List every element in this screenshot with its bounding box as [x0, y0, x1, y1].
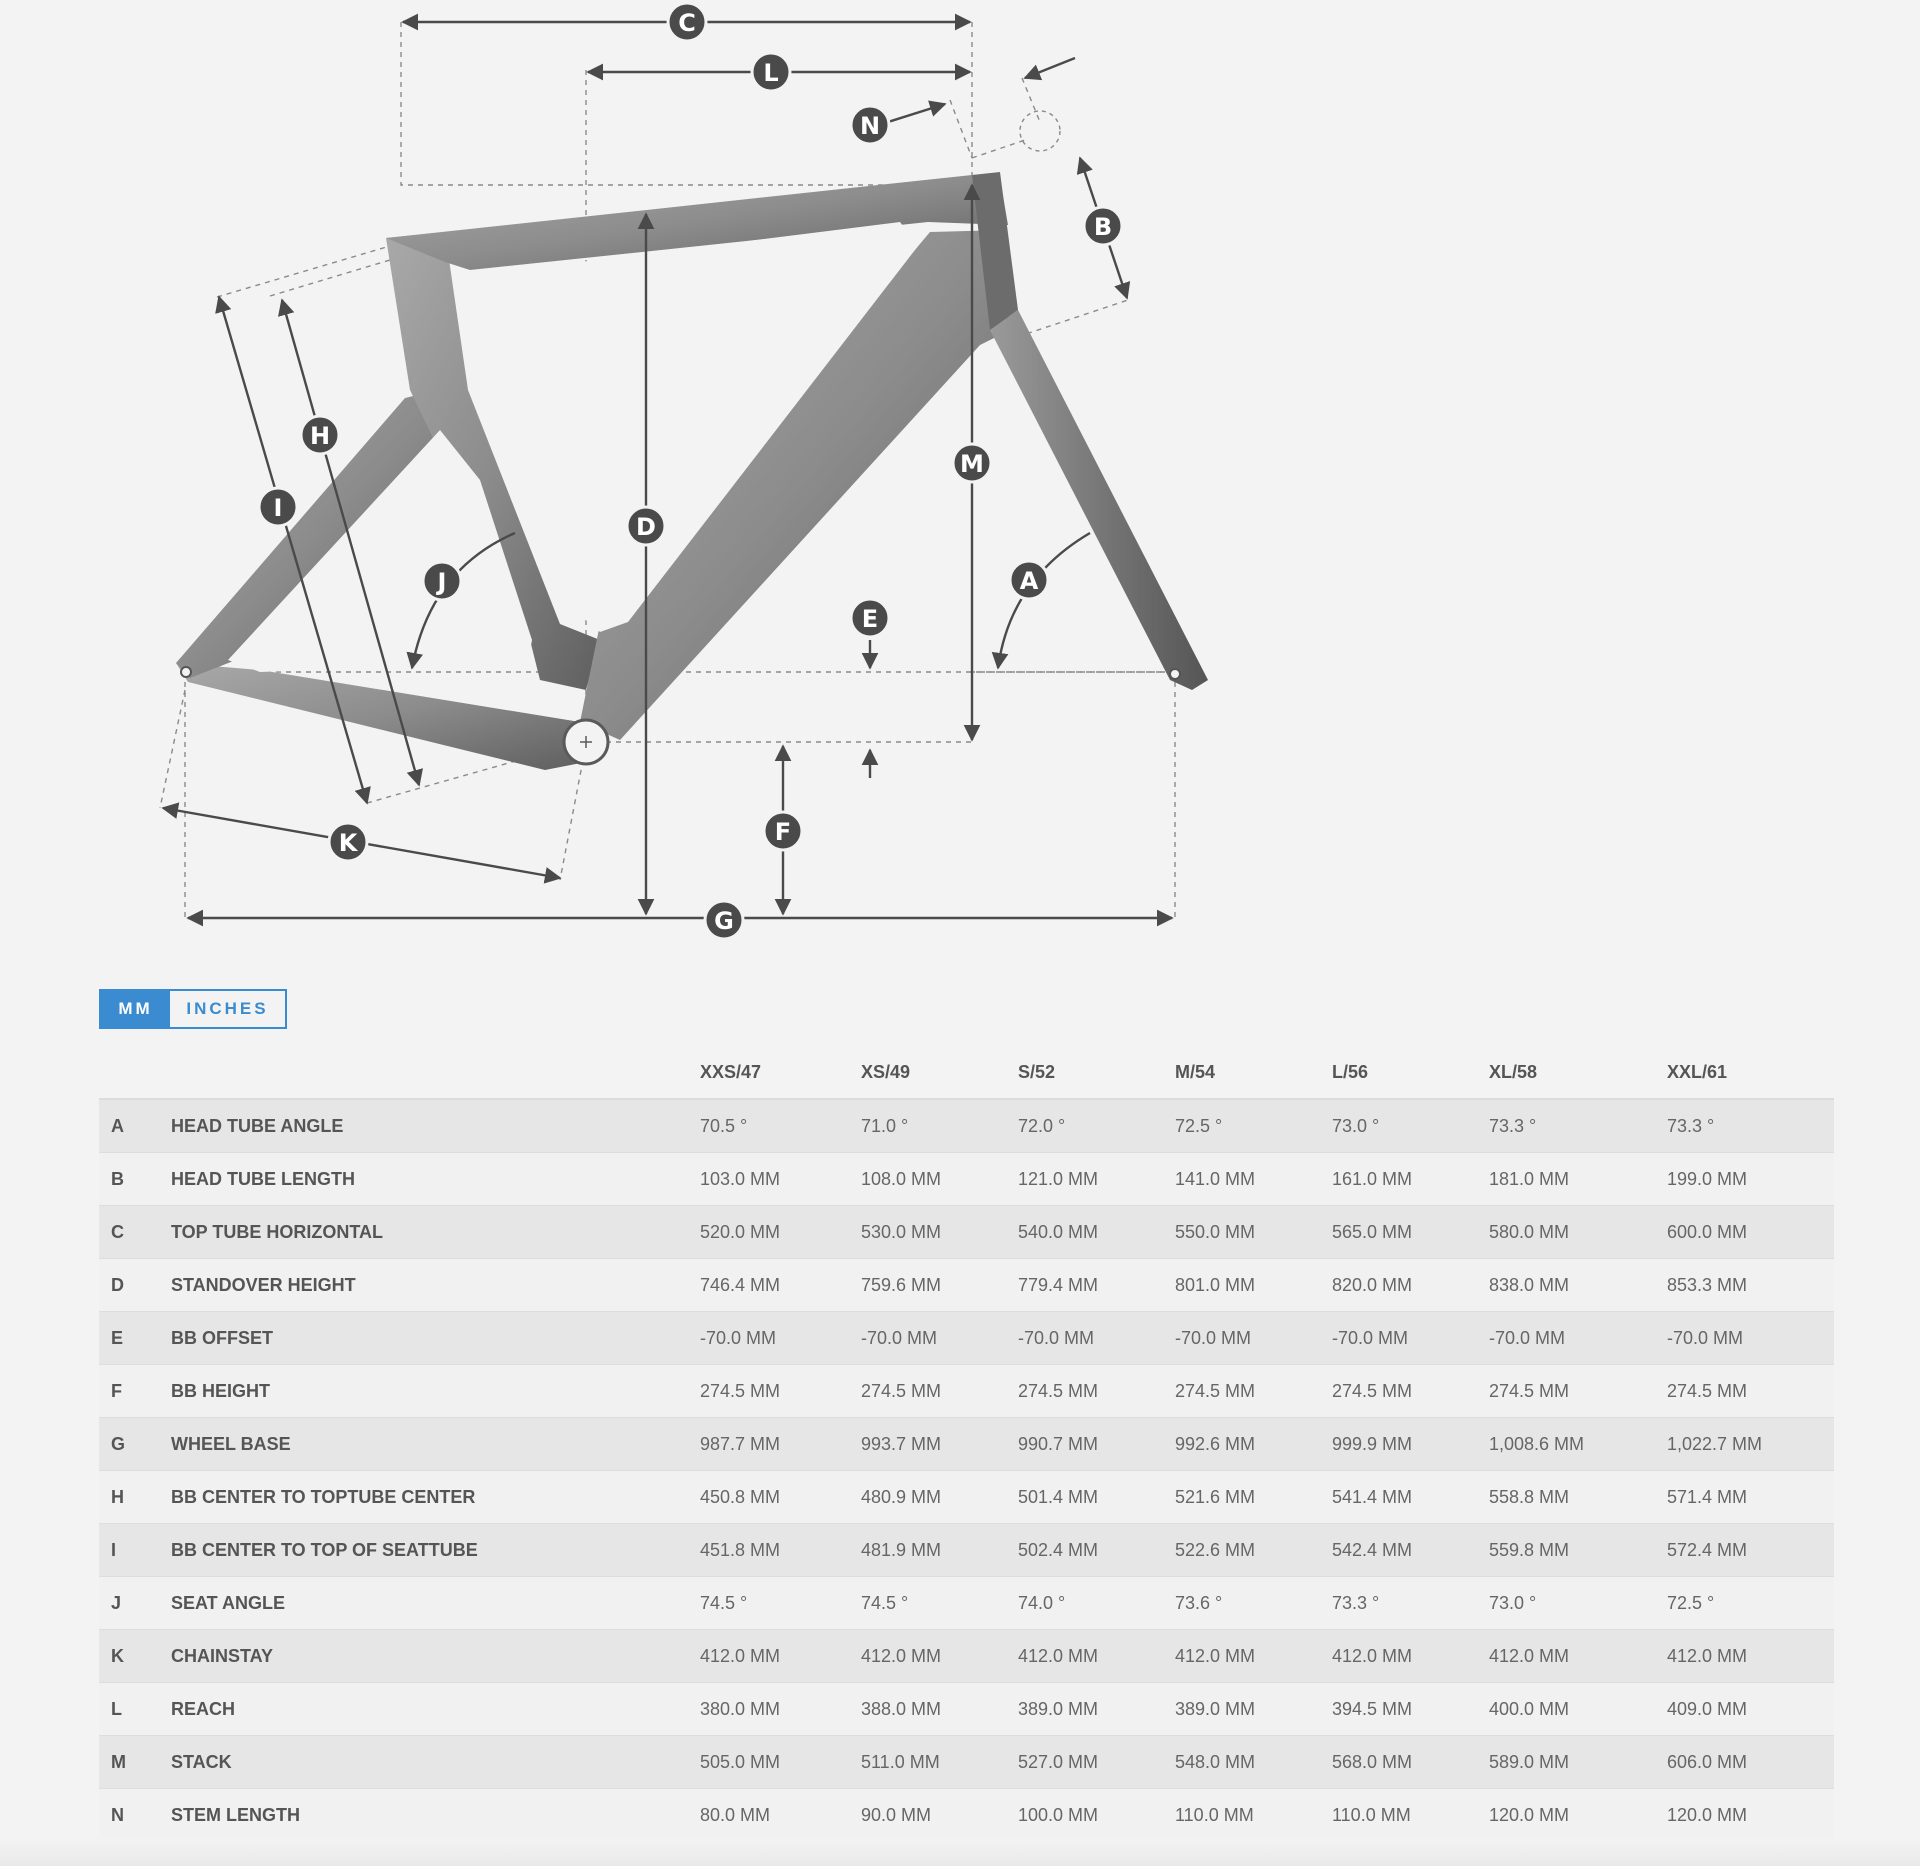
- size-header: XS/49: [861, 1046, 1018, 1099]
- row-value: 274.5 MM: [700, 1365, 861, 1418]
- row-value: 108.0 MM: [861, 1153, 1018, 1206]
- row-value: 558.8 MM: [1489, 1471, 1667, 1524]
- table-header-row: [99, 1046, 1834, 1099]
- table-row: [99, 1524, 1834, 1577]
- row-measurement-name: CHAINSTAY: [171, 1630, 700, 1683]
- row-value: 412.0 MM: [700, 1630, 861, 1683]
- badge-i: [259, 488, 297, 526]
- row-value: 1,022.7 MM: [1667, 1418, 1834, 1471]
- row-value: 541.4 MM: [1332, 1471, 1489, 1524]
- size-header: XL/58: [1489, 1046, 1667, 1099]
- row-value: -70.0 MM: [1489, 1312, 1667, 1365]
- row-value: 74.0 °: [1018, 1577, 1175, 1630]
- row-value: 71.0 °: [861, 1099, 1018, 1153]
- header-letter: [99, 1046, 171, 1099]
- row-measurement-name: BB CENTER TO TOP OF SEATTUBE: [171, 1524, 700, 1577]
- table-row: [99, 1630, 1834, 1683]
- badge-k: [329, 823, 367, 861]
- badge-g-label: G: [714, 907, 734, 935]
- geometry-table-body: [99, 1099, 1834, 1842]
- row-value: 72.0 °: [1018, 1099, 1175, 1153]
- row-value: 412.0 MM: [1667, 1630, 1834, 1683]
- row-value: 548.0 MM: [1175, 1736, 1332, 1789]
- row-measurement-name: BB HEIGHT: [171, 1365, 700, 1418]
- row-value: 480.9 MM: [861, 1471, 1018, 1524]
- row-value: 600.0 MM: [1667, 1206, 1834, 1259]
- row-value: 451.8 MM: [700, 1524, 861, 1577]
- row-value: 90.0 MM: [861, 1789, 1018, 1842]
- row-letter: M: [99, 1736, 171, 1789]
- row-value: -70.0 MM: [1332, 1312, 1489, 1365]
- row-value: 73.6 °: [1175, 1577, 1332, 1630]
- badge-m-label: M: [960, 450, 984, 478]
- row-measurement-name: WHEEL BASE: [171, 1418, 700, 1471]
- row-value: 580.0 MM: [1489, 1206, 1667, 1259]
- row-value: 274.5 MM: [1018, 1365, 1175, 1418]
- row-measurement-name: STANDOVER HEIGHT: [171, 1259, 700, 1312]
- badge-h-label: H: [309, 422, 331, 450]
- row-value: 80.0 MM: [700, 1789, 861, 1842]
- row-letter: C: [99, 1206, 171, 1259]
- row-letter: K: [99, 1630, 171, 1683]
- row-value: 571.4 MM: [1667, 1471, 1834, 1524]
- badge-a: [1010, 561, 1048, 599]
- row-value: 990.7 MM: [1018, 1418, 1175, 1471]
- bottom-shadow: [0, 1838, 1920, 1866]
- row-value: 72.5 °: [1667, 1577, 1834, 1630]
- size-header: XXL/61: [1667, 1046, 1834, 1099]
- row-value: 522.6 MM: [1175, 1524, 1332, 1577]
- row-letter: G: [99, 1418, 171, 1471]
- table-row: [99, 1365, 1834, 1418]
- row-value: 559.8 MM: [1489, 1524, 1667, 1577]
- badge-n-label: N: [859, 112, 881, 140]
- row-value: 412.0 MM: [1175, 1630, 1332, 1683]
- row-value: 520.0 MM: [700, 1206, 861, 1259]
- row-value: 999.9 MM: [1332, 1418, 1489, 1471]
- badge-m: [953, 444, 991, 482]
- geometry-table: [99, 1046, 1834, 1842]
- row-value: -70.0 MM: [700, 1312, 861, 1365]
- row-value: 388.0 MM: [861, 1683, 1018, 1736]
- table-row: [99, 1683, 1834, 1736]
- badge-c-label: C: [678, 9, 696, 37]
- row-value: 568.0 MM: [1332, 1736, 1489, 1789]
- row-value: 73.3 °: [1332, 1577, 1489, 1630]
- row-letter: A: [99, 1099, 171, 1153]
- row-value: 400.0 MM: [1489, 1683, 1667, 1736]
- row-letter: D: [99, 1259, 171, 1312]
- row-letter: L: [99, 1683, 171, 1736]
- row-value: 103.0 MM: [700, 1153, 861, 1206]
- row-measurement-name: STACK: [171, 1736, 700, 1789]
- row-value: 412.0 MM: [1489, 1630, 1667, 1683]
- unit-toggle: [99, 989, 287, 1029]
- badge-d: [627, 507, 665, 545]
- row-value: 181.0 MM: [1489, 1153, 1667, 1206]
- row-value: 838.0 MM: [1489, 1259, 1667, 1312]
- row-value: 801.0 MM: [1175, 1259, 1332, 1312]
- row-value: 1,008.6 MM: [1489, 1418, 1667, 1471]
- row-value: 74.5 °: [700, 1577, 861, 1630]
- row-value: 412.0 MM: [861, 1630, 1018, 1683]
- badge-c: [668, 3, 706, 41]
- badge-b: [1084, 207, 1122, 245]
- header-name: [171, 1046, 700, 1099]
- row-value: 73.0 °: [1332, 1099, 1489, 1153]
- row-value: 161.0 MM: [1332, 1153, 1489, 1206]
- row-value: 746.4 MM: [700, 1259, 861, 1312]
- row-letter: I: [99, 1524, 171, 1577]
- badge-b-label: B: [1093, 213, 1113, 241]
- row-value: 511.0 MM: [861, 1736, 1018, 1789]
- row-value: 820.0 MM: [1332, 1259, 1489, 1312]
- table-row: [99, 1099, 1834, 1153]
- row-value: 274.5 MM: [861, 1365, 1018, 1418]
- row-value: 73.3 °: [1489, 1099, 1667, 1153]
- badge-l-label: L: [763, 59, 779, 87]
- row-value: 606.0 MM: [1667, 1736, 1834, 1789]
- row-value: 120.0 MM: [1667, 1789, 1834, 1842]
- row-measurement-name: TOP TUBE HORIZONTAL: [171, 1206, 700, 1259]
- row-measurement-name: SEAT ANGLE: [171, 1577, 700, 1630]
- badge-k-label: K: [338, 829, 358, 857]
- table-row: [99, 1153, 1834, 1206]
- row-value: 992.6 MM: [1175, 1418, 1332, 1471]
- unit-mm-button[interactable]: MM: [101, 991, 170, 1027]
- row-value: 412.0 MM: [1332, 1630, 1489, 1683]
- row-letter: H: [99, 1471, 171, 1524]
- badge-j-label: J: [437, 568, 447, 596]
- row-letter: E: [99, 1312, 171, 1365]
- row-value: 589.0 MM: [1489, 1736, 1667, 1789]
- row-letter: F: [99, 1365, 171, 1418]
- row-value: 72.5 °: [1175, 1099, 1332, 1153]
- table-row: [99, 1471, 1834, 1524]
- row-value: -70.0 MM: [1175, 1312, 1332, 1365]
- row-value: 759.6 MM: [861, 1259, 1018, 1312]
- row-letter: N: [99, 1789, 171, 1842]
- table-row: [99, 1577, 1834, 1630]
- row-value: 199.0 MM: [1667, 1153, 1834, 1206]
- row-value: 527.0 MM: [1018, 1736, 1175, 1789]
- row-value: 501.4 MM: [1018, 1471, 1175, 1524]
- row-value: 542.4 MM: [1332, 1524, 1489, 1577]
- row-measurement-name: HEAD TUBE LENGTH: [171, 1153, 700, 1206]
- badge-a-label: A: [1019, 567, 1039, 595]
- row-value: 100.0 MM: [1018, 1789, 1175, 1842]
- row-value: 73.0 °: [1489, 1577, 1667, 1630]
- row-value: 380.0 MM: [700, 1683, 861, 1736]
- row-measurement-name: REACH: [171, 1683, 700, 1736]
- badge-f: [764, 812, 802, 850]
- row-value: 74.5 °: [861, 1577, 1018, 1630]
- row-value: 550.0 MM: [1175, 1206, 1332, 1259]
- badge-j: [423, 562, 461, 600]
- row-value: 389.0 MM: [1175, 1683, 1332, 1736]
- row-value: 389.0 MM: [1018, 1683, 1175, 1736]
- row-value: 141.0 MM: [1175, 1153, 1332, 1206]
- badge-d-label: D: [636, 513, 656, 541]
- row-value: 853.3 MM: [1667, 1259, 1834, 1312]
- row-value: 274.5 MM: [1332, 1365, 1489, 1418]
- row-value: 274.5 MM: [1489, 1365, 1667, 1418]
- table-row: [99, 1259, 1834, 1312]
- row-value: 120.0 MM: [1489, 1789, 1667, 1842]
- row-value: 987.7 MM: [700, 1418, 861, 1471]
- badge-i-label: I: [273, 494, 283, 522]
- table-row: [99, 1789, 1834, 1842]
- row-value: -70.0 MM: [1018, 1312, 1175, 1365]
- row-value: 540.0 MM: [1018, 1206, 1175, 1259]
- badge-e-label: E: [861, 605, 879, 633]
- row-value: 73.3 °: [1667, 1099, 1834, 1153]
- row-measurement-name: HEAD TUBE ANGLE: [171, 1099, 700, 1153]
- size-header: L/56: [1332, 1046, 1489, 1099]
- row-value: 394.5 MM: [1332, 1683, 1489, 1736]
- row-value: 481.9 MM: [861, 1524, 1018, 1577]
- row-value: 450.8 MM: [700, 1471, 861, 1524]
- row-measurement-name: BB OFFSET: [171, 1312, 700, 1365]
- row-letter: B: [99, 1153, 171, 1206]
- row-value: 530.0 MM: [861, 1206, 1018, 1259]
- row-value: 565.0 MM: [1332, 1206, 1489, 1259]
- row-value: -70.0 MM: [1667, 1312, 1834, 1365]
- row-value: -70.0 MM: [861, 1312, 1018, 1365]
- row-value: 110.0 MM: [1332, 1789, 1489, 1842]
- badge-n: [851, 106, 889, 144]
- steerer-top-circle: [1020, 111, 1060, 151]
- row-value: 412.0 MM: [1018, 1630, 1175, 1683]
- row-value: 110.0 MM: [1175, 1789, 1332, 1842]
- unit-inches-button[interactable]: INCHES: [170, 991, 285, 1027]
- row-value: 993.7 MM: [861, 1418, 1018, 1471]
- table-row: [99, 1206, 1834, 1259]
- badge-f-label: F: [774, 818, 792, 846]
- badge-l: [752, 53, 790, 91]
- row-measurement-name: STEM LENGTH: [171, 1789, 700, 1842]
- size-header: S/52: [1018, 1046, 1175, 1099]
- badge-g: [705, 901, 743, 939]
- size-header: M/54: [1175, 1046, 1332, 1099]
- badge-e: [851, 599, 889, 637]
- row-value: 409.0 MM: [1667, 1683, 1834, 1736]
- row-value: 274.5 MM: [1667, 1365, 1834, 1418]
- row-value: 521.6 MM: [1175, 1471, 1332, 1524]
- row-value: 572.4 MM: [1667, 1524, 1834, 1577]
- badge-h: [301, 416, 339, 454]
- row-value: 121.0 MM: [1018, 1153, 1175, 1206]
- row-value: 502.4 MM: [1018, 1524, 1175, 1577]
- row-value: 779.4 MM: [1018, 1259, 1175, 1312]
- table-row: [99, 1736, 1834, 1789]
- row-letter: J: [99, 1577, 171, 1630]
- size-header: XXS/47: [700, 1046, 861, 1099]
- table-row: [99, 1418, 1834, 1471]
- table-row: [99, 1312, 1834, 1365]
- row-value: 505.0 MM: [700, 1736, 861, 1789]
- row-value: 274.5 MM: [1175, 1365, 1332, 1418]
- row-measurement-name: BB CENTER TO TOPTUBE CENTER: [171, 1471, 700, 1524]
- row-value: 70.5 °: [700, 1099, 861, 1153]
